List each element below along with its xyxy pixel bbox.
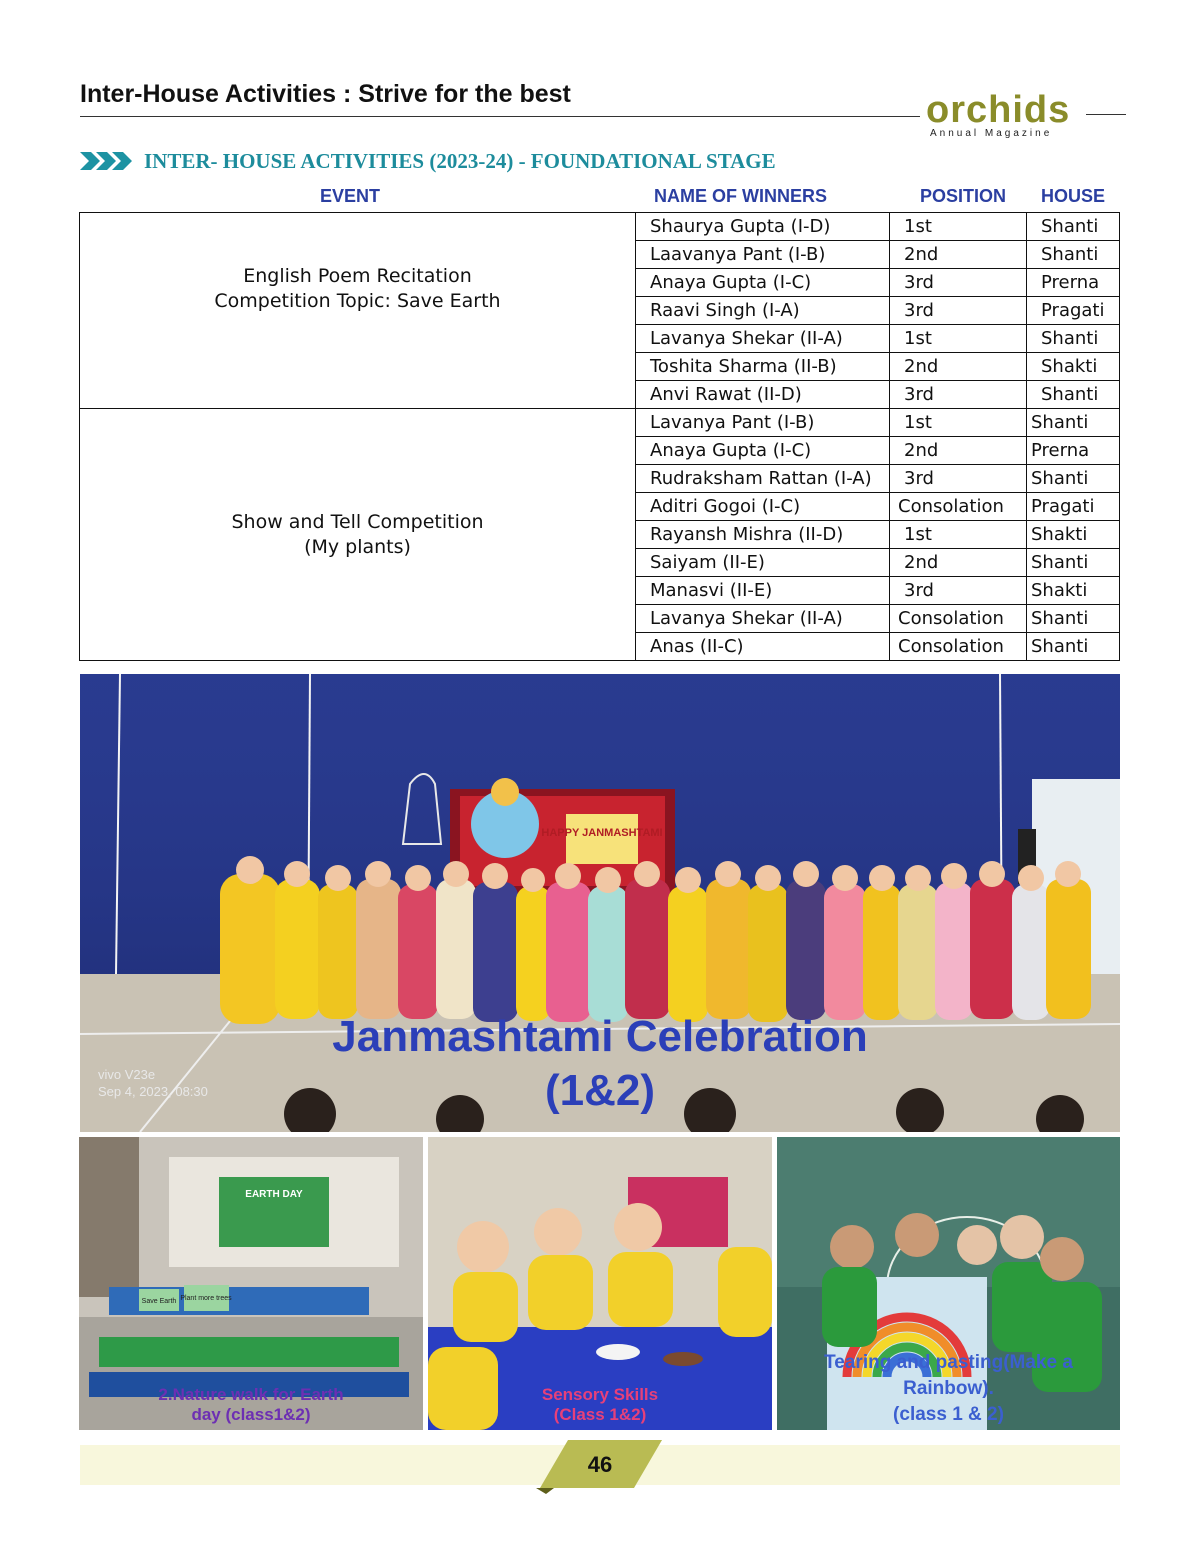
position: Consolation [890,605,1027,633]
janmashtami-photo [80,674,1120,1132]
column-header-house: HOUSE [1041,186,1106,206]
house: Prerna [1027,437,1120,465]
event-cell [80,213,636,409]
position: 1st [890,325,1027,353]
children-group [220,874,1091,1024]
winner-name: Laavanya Pant (I-B) [636,241,890,269]
photo-watermark-device: vivo V23e [98,1067,156,1082]
rainbow-photo [777,1137,1120,1430]
earth-day-photo [79,1137,423,1430]
magazine-logo [920,88,1120,140]
event-name: English Poem Recitation [243,264,472,287]
position: Consolation [890,633,1027,661]
event-topic: Competition Topic: Save Earth [214,289,501,312]
winner-name: Raavi Singh (I-A) [636,297,890,325]
janmashtami-caption: Janmashtami Celebration [332,1012,868,1061]
position: 1st [890,521,1027,549]
title-divider [80,116,920,117]
position: 3rd [890,381,1027,409]
section-heading [80,146,776,176]
logo-wordmark: orchids [926,89,1071,131]
house: Shanti [1027,633,1120,661]
house: Shanti [1027,605,1120,633]
winner-name: Lavanya Pant (I-B) [636,409,890,437]
position: 1st [890,213,1027,241]
house: Shanti [1027,241,1120,269]
chevron-arrows-icon [80,152,128,170]
winner-name: Lavanya Shekar (II-A) [636,605,890,633]
position: 2nd [890,353,1027,381]
house: Shanti [1027,465,1120,493]
winner-name: Lavanya Shekar (II-A) [636,325,890,353]
rainbow-caption-classes: (class 1 & 2) [893,1404,1004,1425]
sign-plant-trees: Plant more trees [180,1295,232,1302]
winner-name: Anaya Gupta (I-C) [636,269,890,297]
column-header-event: EVENT [320,186,381,206]
winner-name: Rudraksham Rattan (I-A) [636,465,890,493]
table-row [80,213,1120,241]
position: 3rd [890,577,1027,605]
position: 3rd [890,465,1027,493]
house: Prerna [1027,269,1120,297]
position: 2nd [890,241,1027,269]
winner-name: Anvi Rawat (II-D) [636,381,890,409]
winner-name: Anas (II-C) [636,633,890,661]
house: Shanti [1027,409,1120,437]
event-cell [80,409,636,661]
sensory-caption-classes: (Class 1&2) [553,1405,647,1424]
earth-day-board: EARTH DAY [245,1189,303,1200]
column-header-position: POSITION [920,186,1007,206]
house: Shakti [1027,577,1120,605]
house: Shanti [1027,213,1120,241]
event-name: Show and Tell Competition [231,510,484,533]
position: 3rd [890,297,1027,325]
section-heading-text: INTER- HOUSE ACTIVITIES (2023-24) - FOUNDATIONAL STAGE [144,148,776,173]
house: Shanti [1027,381,1120,409]
sign-save-earth: Save Earth [141,1298,177,1305]
winner-name: Manasvi (II-E) [636,577,890,605]
position: 3rd [890,269,1027,297]
stage-scene [80,674,1120,1132]
page-number: 46 [587,1452,613,1477]
earth-day-caption-classes: day (class1&2) [191,1405,311,1424]
winner-name: Aditri Gogoi (I-C) [636,493,890,521]
winner-name: Anaya Gupta (I-C) [636,437,890,465]
winner-name: Saiyam (II-E) [636,549,890,577]
photo-watermark-date: Sep 4, 2023, 08:30 [98,1084,208,1099]
logo-subtitle: Annual Magazine [930,128,1053,139]
house: Pragati [1027,297,1120,325]
position: 1st [890,409,1027,437]
position: 2nd [890,549,1027,577]
banner-text: HAPPY JANMASHTAMI [541,827,663,839]
rainbow-caption-line2: Rainbow). [903,1378,994,1399]
event-topic: (My plants) [304,535,411,558]
janmashtami-caption-classes: (1&2) [544,1066,656,1115]
results-table [79,212,1120,661]
logo-divider [1086,114,1126,115]
house: Shanti [1027,549,1120,577]
winner-name: Toshita Sharma (II-B) [636,353,890,381]
earth-day-caption: 2.Nature walk for Earth [158,1385,344,1404]
page-title: Inter-House Activities : Strive for the best [80,80,571,108]
position: Consolation [890,493,1027,521]
position: 2nd [890,437,1027,465]
winner-name: Rayansh Mishra (II-D) [636,521,890,549]
rainbow-caption: Tearing and pasting(Make a [824,1352,1073,1373]
house: Shanti [1027,325,1120,353]
sensory-skills-photo [428,1137,772,1430]
house: Pragati [1027,493,1120,521]
house: Shakti [1027,521,1120,549]
column-header-winners: NAME OF WINNERS [654,186,827,206]
table-row [80,409,1120,437]
winner-name: Shaurya Gupta (I-D) [636,213,890,241]
house: Shakti [1027,353,1120,381]
sensory-caption: Sensory Skills [541,1385,659,1404]
